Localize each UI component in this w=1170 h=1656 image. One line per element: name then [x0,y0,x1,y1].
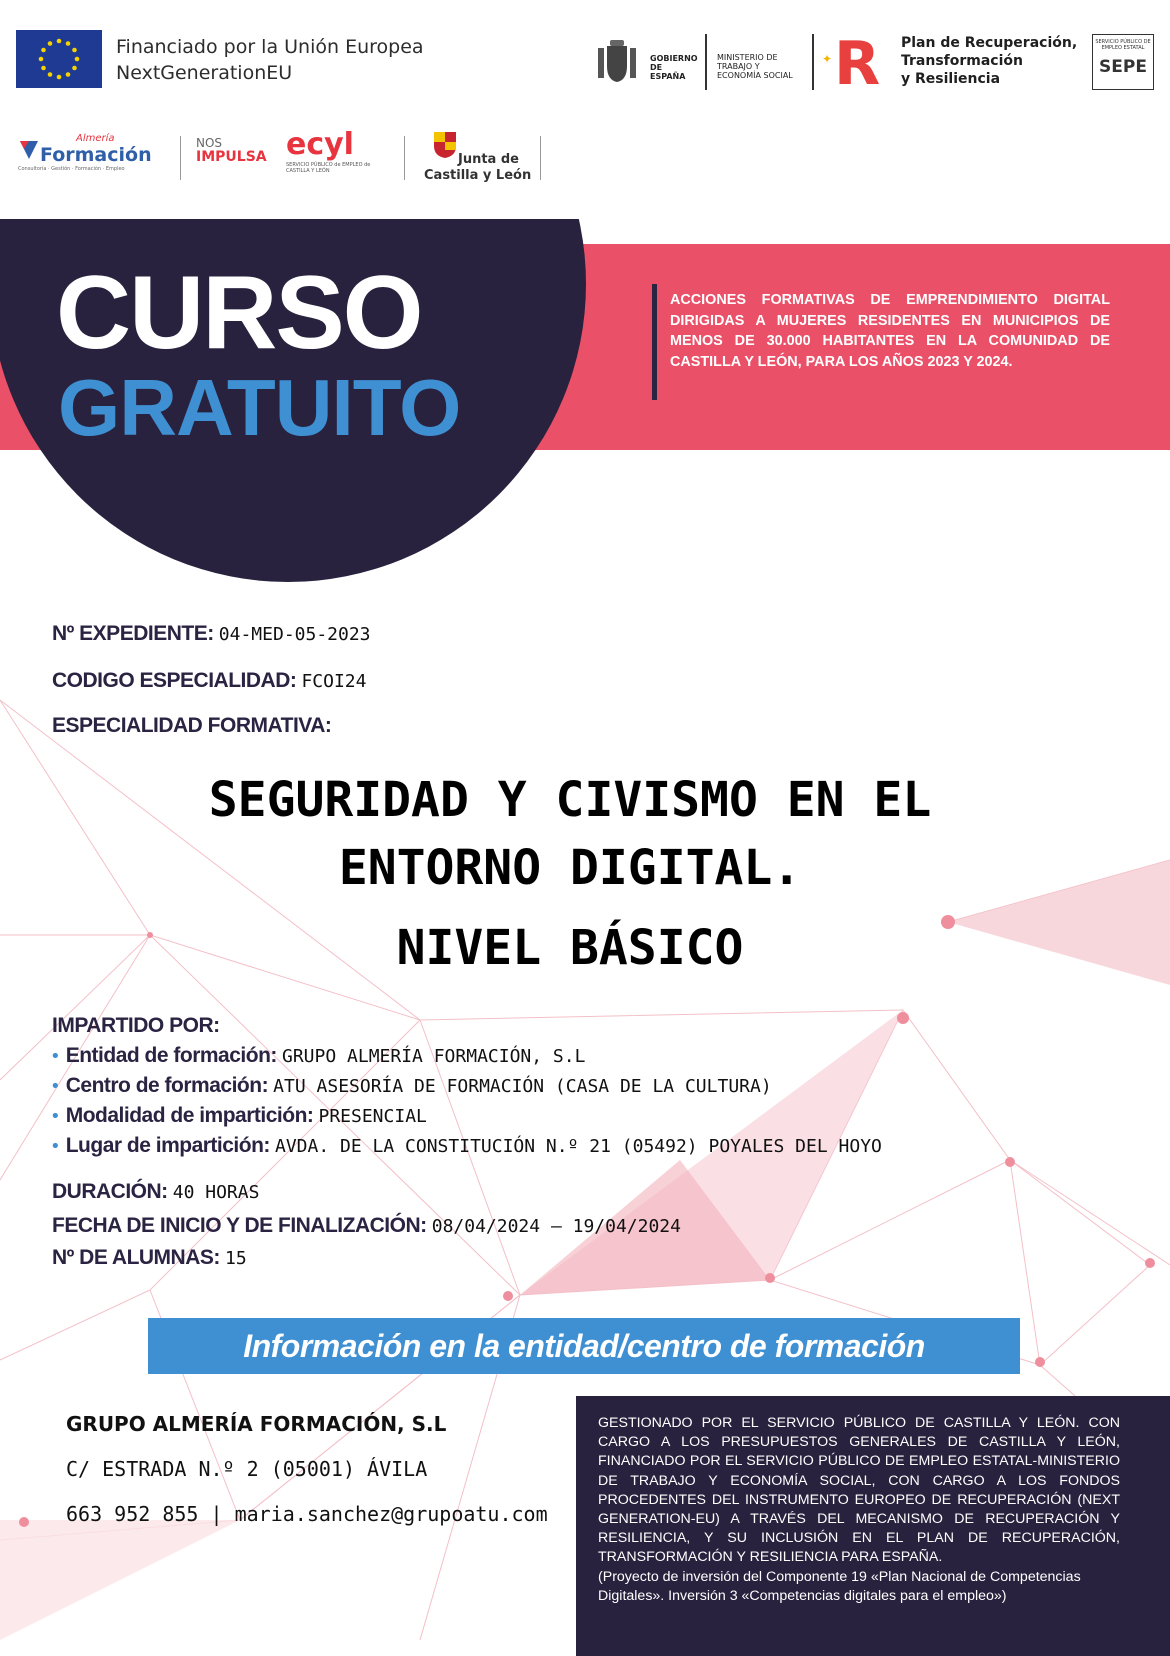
impartido-item-value: ATU ASESORÍA DE FORMACIÓN (CASA DE LA CULTURA) [273,1076,772,1097]
duracion-label: DURACIÓN: [52,1180,168,1203]
prtr-logo-icon: R [834,29,881,99]
impulsa-text: IMPULSA [196,149,267,165]
divider [404,136,405,180]
divider [180,136,181,180]
course-title-line3: NIVEL BÁSICO [396,920,744,976]
course-title-line2: ENTORNO DIGITAL. [338,840,802,896]
codigo-label: CODIGO ESPECIALIDAD: [52,669,297,692]
bullet-icon: • [50,1136,61,1157]
eu-stars-icon: ✦ [822,52,833,66]
impartido-item-value: AVDA. DE LA CONSTITUCIÓN N.º 21 (05492) POYALES DEL HOYO [275,1136,882,1157]
gestionado-body: GESTIONADO POR EL SERVICIO PÚBLICO DE CASTILLA Y LEÓN. CON CARGO A LOS PRESUPUESTOS GENERALES DE CASTILLA Y LEÓN, FINANCIADO POR EL SERVICIO PÚBLICO DE EMPLEO ESTATAL-MINISTERIO DE TRABAJO Y ECONOMÍA SOCIAL, CON CARGO A LOS FONDOS PROCEDENTES DEL INSTRUMENTO EUROPEO DE RECUPERACIÓN (NEXT GENERATION-EU) A TRAVÉS DEL MECANISMO DE RECUPERACIÓN Y RESILIENCIA, Y SU INCLUSIÓN EN EL PLAN DE RECUPERACIÓN, TRANSFORMACIÓN Y RESILIENCIA PARA ESPAÑA. [598,1415,1120,1566]
ecyl-logo [286,128,380,174]
bullet-icon: • [50,1076,61,1097]
prtr-line3: y Resiliencia [901,71,1001,87]
alumnas-row [52,1246,247,1270]
spain-coat-of-arms-icon [594,38,640,86]
bullet-icon: • [50,1106,61,1127]
impartido-item [50,1104,427,1128]
codigo-value: FCOI24 [301,671,367,692]
junta-text [424,152,531,184]
alumnas-label: Nº DE ALUMNAS: [52,1246,220,1269]
sepe-name: SEPE [1099,57,1147,77]
bullet-icon: • [50,1046,61,1067]
impartido-item-label: Entidad de formación: [65,1044,277,1067]
eu-funding-text [116,34,424,86]
especialidad-label: ESPECIALIDAD FORMATIVA: [52,714,332,737]
divider [812,34,814,90]
duracion-value: 40 HORAS [172,1182,260,1203]
prtr-line1: Plan de Recuperación, [901,35,1078,51]
gobierno-label: GOBIERNO DE ESPAÑA [650,54,698,81]
impartido-item-label: Modalidad de impartición: [65,1104,314,1127]
alumnas-value: 15 [224,1248,247,1269]
ecyl-sub: SERVICIO PÚBLICO de EMPLEO de CASTILLA Y LEÓN [286,162,371,174]
divider [540,136,541,180]
eu-funding-line2: NextGenerationEU [116,62,293,84]
almeria-name: Formación [40,144,152,166]
impartido-item-value: GRUPO ALMERÍA FORMACIÓN, S.L [282,1046,586,1067]
expediente-label: Nº EXPEDIENTE: [52,622,214,645]
almeria-brand: Almería [76,133,115,144]
contact-name: GRUPO ALMERÍA FORMACIÓN, S.L [66,1412,447,1436]
ecyl-name: ecyl [286,127,354,162]
ministerio-label: MINISTERIO DE TRABAJO Y ECONOMÍA SOCIAL [717,53,793,80]
eu-funding-line1: Financiado por la Unión Europea [116,36,424,58]
nos-impulsa-logo [196,136,267,164]
sepe-logo [1092,34,1154,90]
divider [705,34,707,90]
gestionado-note: (Proyecto de inversión del Componente 19 «Plan Nacional de Competencias Digitales». Inversión 3 «Competencias digitales para el empleo») [598,1568,1081,1604]
impartido-item-label: Centro de formación: [65,1074,269,1097]
expediente-row [52,622,371,646]
prtr-text [901,34,1077,88]
course-title-line1: SEGURIDAD Y CIVISMO EN EL [208,772,932,828]
hero-title-curso: CURSO [56,255,422,371]
codigo-row [52,669,366,693]
expediente-value: 04-MED-05-2023 [218,624,371,645]
contact-address: C/ ESTRADA N.º 2 (05001) ÁVILA [66,1457,428,1481]
hero-title-gratuito: GRATUITO [58,363,461,452]
fecha-value: 08/04/2024 – 19/04/2024 [431,1216,681,1237]
fecha-label: FECHA DE INICIO Y DE FINALIZACIÓN: [52,1214,427,1237]
eu-flag-logo [16,30,102,88]
hero-description: ACCIONES FORMATIVAS DE EMPRENDIMIENTO DIGITAL DIRIGIDAS A MUJERES RESIDENTES EN MUNICIPIOS DE MENOS DE 30.000 HABITANTES EN LA COMUNIDAD DE CASTILLA Y LEÓN, PARA LOS AÑOS 2023 Y 2024. [670,292,1110,370]
sepe-small-text: SERVICIO PÚBLICO DE EMPLEO ESTATAL [1095,39,1151,51]
junta-line1: Junta de [458,152,519,167]
nos-text: NOS [196,136,223,150]
description-accent-bar [652,284,657,400]
info-banner: Información en la entidad/centro de formación [148,1318,1020,1374]
fecha-row [52,1214,681,1238]
impartido-item-value: PRESENCIAL [318,1106,427,1127]
impartido-item [50,1044,585,1068]
prtr-line2: Transformación [901,53,1023,69]
almeria-tagline: Consultoría · Gestión · Formación · Empleo [18,166,125,172]
junta-line2: Castilla y León [424,168,532,183]
impartido-title: IMPARTIDO POR: [52,1014,220,1037]
almeria-formacion-logo [18,134,152,172]
contact-phone-email[interactable]: 663 952 855 | maria.sanchez@grupoatu.com [66,1502,548,1526]
impartido-item [50,1074,772,1098]
duracion-row [52,1180,259,1204]
impartido-item-label: Lugar de impartición: [65,1134,270,1157]
almeria-triangle-icon [18,139,40,161]
gestionado-text [598,1414,1120,1606]
impartido-item [50,1134,882,1158]
